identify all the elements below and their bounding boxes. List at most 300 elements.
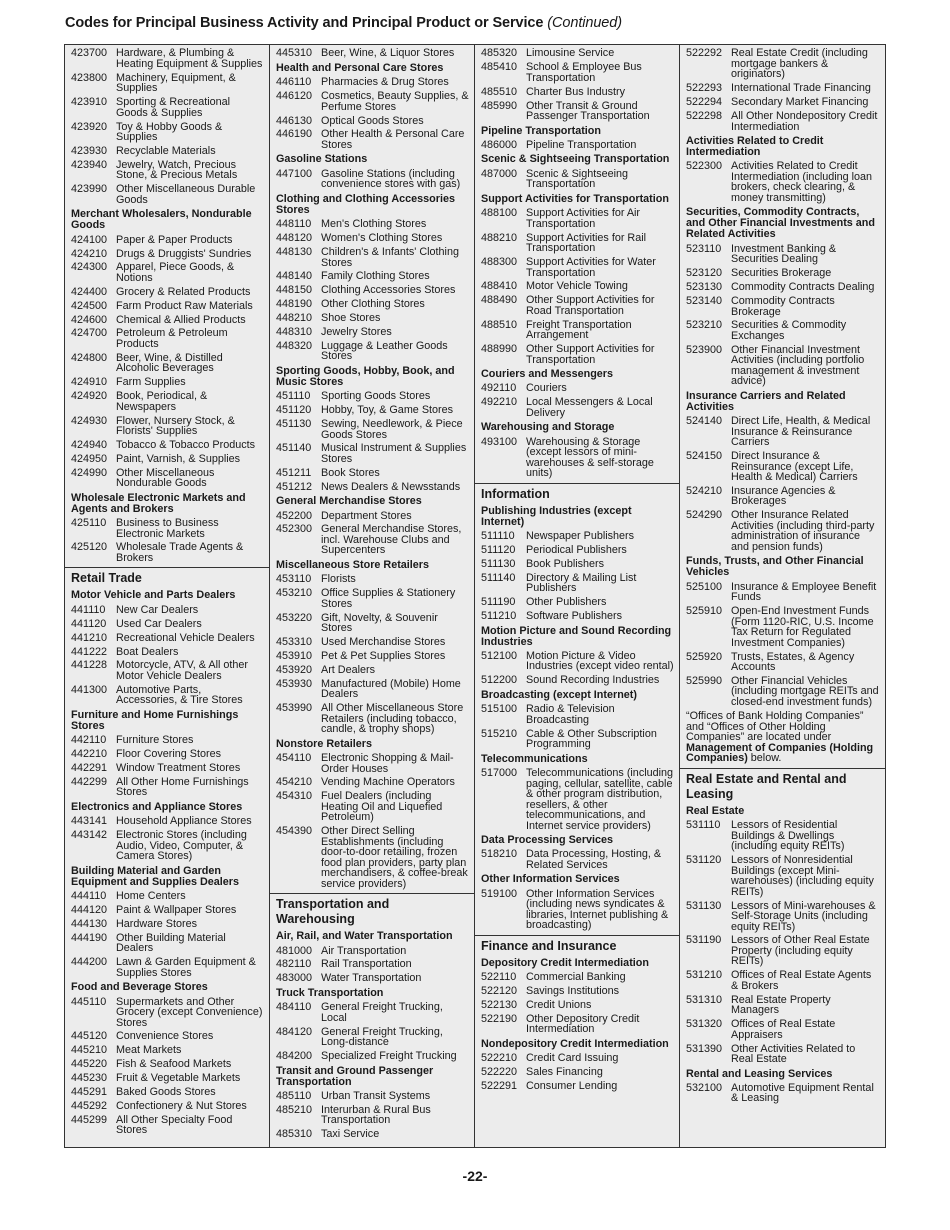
activity-description: General Merchandise Stores, incl. Warehouse Clubs and Supercenters bbox=[321, 523, 462, 557]
activity-code: 423920 bbox=[71, 120, 108, 133]
code-row bbox=[71, 376, 264, 390]
activity-code: 442110 bbox=[71, 734, 107, 747]
activity-code: 441210 bbox=[71, 631, 108, 644]
activity-code: 525990 bbox=[686, 674, 723, 687]
section bbox=[270, 893, 474, 1142]
subsection-heading: Motion Picture and Sound Recording Industries bbox=[481, 624, 672, 648]
activity-code: 522298 bbox=[686, 110, 723, 123]
column-4 bbox=[680, 45, 885, 1147]
code-row bbox=[71, 645, 264, 659]
activity-code: 523140 bbox=[686, 295, 723, 308]
section bbox=[475, 47, 679, 481]
activity-code: 522294 bbox=[686, 96, 723, 109]
code-row bbox=[71, 917, 264, 931]
code-row bbox=[276, 587, 469, 611]
activity-description: Pharmacies & Drug Stores bbox=[321, 76, 449, 89]
activity-code: 445120 bbox=[71, 1030, 108, 1043]
code-row bbox=[276, 298, 469, 312]
activity-description: News Dealers & Newsstands bbox=[321, 480, 461, 493]
activity-description: Furniture Stores bbox=[116, 734, 194, 747]
code-row bbox=[686, 82, 880, 96]
code-row bbox=[481, 727, 674, 751]
activity-description: Water Transportation bbox=[321, 972, 422, 985]
activity-description: Recreational Vehicle Dealers bbox=[116, 631, 255, 644]
code-row bbox=[481, 294, 674, 318]
subsection-heading: Food and Beverage Stores bbox=[71, 981, 208, 994]
activity-description: Luggage & Leather Goods Stores bbox=[321, 339, 448, 363]
activity-description: Telecommunications (including paging, cellular, satellite, cable & other program distribution, resellers, & other telecommunications, and Internet service providers) bbox=[526, 767, 674, 832]
activity-description: Insurance & Employee Benefit Funds bbox=[731, 580, 877, 604]
activity-description: Florists bbox=[321, 573, 356, 586]
subsection-heading: Wholesale Electronic Markets and Agents and Brokers bbox=[71, 491, 246, 515]
activity-description: Investment Banking & Securities Dealing bbox=[731, 242, 837, 266]
subsection-heading: Depository Credit Intermediation bbox=[481, 956, 649, 969]
activity-code: 423940 bbox=[71, 158, 108, 171]
subsection-heading: Other Information Services bbox=[481, 873, 620, 886]
activity-description: Automotive Parts, Accessories, & Tire Stores bbox=[116, 683, 243, 707]
activity-code: 515100 bbox=[481, 703, 518, 716]
code-row bbox=[71, 1058, 264, 1072]
activity-code: 488490 bbox=[481, 294, 518, 307]
subsection-heading: Nonstore Retailers bbox=[276, 737, 373, 750]
activity-description: Support Activities for Rail Transportation bbox=[526, 231, 647, 255]
activity-code: 532100 bbox=[686, 1081, 723, 1094]
section-title: Retail Trade bbox=[71, 571, 142, 586]
activity-description: Savings Institutions bbox=[526, 985, 620, 998]
activity-code: 531190 bbox=[686, 934, 722, 947]
section bbox=[270, 47, 474, 891]
code-row bbox=[276, 480, 469, 494]
activity-code: 484110 bbox=[276, 1001, 312, 1014]
activity-description: Farm Product Raw Materials bbox=[116, 299, 253, 312]
code-row bbox=[276, 466, 469, 480]
activity-description: Flower, Nursery Stock, & Florists' Supplies bbox=[116, 414, 235, 438]
section bbox=[475, 935, 679, 1094]
subsection-heading: Couriers and Messengers bbox=[481, 368, 614, 381]
activity-description: Other Direct Selling Establishments (including door-to-door retailing, frozen food plan providers, party plan merchandisers, & coffee-break service providers) bbox=[321, 825, 468, 890]
activity-code: 524290 bbox=[686, 509, 723, 522]
subsection-heading: Pipeline Transportation bbox=[481, 124, 601, 137]
activity-code: 511210 bbox=[481, 610, 517, 623]
code-row bbox=[276, 573, 469, 587]
activity-code: 523900 bbox=[686, 343, 723, 356]
code-row bbox=[686, 580, 880, 604]
activity-description: Other Transit & Ground Passenger Transportation bbox=[526, 99, 650, 123]
activity-description: General Freight Trucking, Long-distance bbox=[321, 1025, 443, 1049]
activity-code: 453110 bbox=[276, 573, 312, 586]
activity-description: Sewing, Needlework, & Piece Goods Stores bbox=[321, 418, 463, 441]
code-row bbox=[686, 819, 880, 854]
page-title-text: Codes for Principal Business Activity and Principal Product or Service bbox=[65, 15, 544, 31]
code-row bbox=[481, 207, 674, 231]
column-2 bbox=[270, 45, 475, 1147]
activity-code: 481000 bbox=[276, 944, 313, 957]
activity-code: 446190 bbox=[276, 128, 313, 141]
activity-description: Couriers bbox=[526, 382, 567, 395]
activity-description: Taxi Service bbox=[321, 1128, 380, 1141]
code-row bbox=[71, 1113, 264, 1137]
activity-description: Other Clothing Stores bbox=[321, 298, 425, 311]
activity-description: Baked Goods Stores bbox=[116, 1085, 216, 1098]
activity-code: 444130 bbox=[71, 917, 108, 930]
code-row bbox=[686, 96, 880, 110]
code-row bbox=[71, 995, 264, 1030]
activity-description: Directory & Mailing List Publishers bbox=[526, 571, 637, 595]
activity-description: Scenic & Sightseeing Transportation bbox=[526, 167, 629, 191]
activity-description: Hardware, & Plumbing & Heating Equipment & Supplies bbox=[116, 47, 263, 70]
activity-code: 423800 bbox=[71, 71, 108, 84]
code-row bbox=[276, 218, 469, 232]
subsection-heading: Scenic & Sightseeing Transportation bbox=[481, 153, 670, 166]
activity-code: 454110 bbox=[276, 752, 312, 764]
code-row bbox=[71, 815, 264, 829]
code-row bbox=[71, 158, 264, 182]
activity-description: Direct Insurance & Reinsurance (except Life, Health & Medical) Carriers bbox=[731, 450, 858, 484]
code-row bbox=[71, 71, 264, 95]
activity-description: Grocery & Related Products bbox=[116, 285, 251, 298]
activity-description: Real Estate Credit (including mortgage bankers & originators) bbox=[731, 47, 868, 81]
activity-description: Offices of Real Estate Agents & Brokers bbox=[731, 969, 872, 992]
activity-description: Book, Periodical, & Newspapers bbox=[116, 390, 208, 413]
activity-description: Drugs & Druggists' Sundries bbox=[116, 247, 252, 260]
activity-description: Support Activities for Air Transportation bbox=[526, 207, 641, 230]
activity-code: 451130 bbox=[276, 418, 312, 431]
activity-code: 515210 bbox=[481, 727, 518, 740]
activity-code: 522291 bbox=[481, 1080, 518, 1093]
subsection-heading: Rental and Leasing Services bbox=[686, 1067, 833, 1080]
code-row bbox=[686, 242, 880, 266]
code-row bbox=[481, 1052, 674, 1066]
activity-description: Floor Covering Stores bbox=[116, 748, 222, 761]
activity-code: 424940 bbox=[71, 438, 108, 451]
activity-description: Sporting Goods Stores bbox=[321, 390, 431, 403]
code-row bbox=[71, 904, 264, 918]
activity-code: 443142 bbox=[71, 829, 108, 842]
activity-code: 445230 bbox=[71, 1072, 108, 1085]
page-title bbox=[65, 15, 622, 31]
code-row bbox=[276, 232, 469, 246]
activity-description: Home Centers bbox=[116, 890, 186, 903]
code-row bbox=[276, 1090, 469, 1104]
code-row bbox=[276, 246, 469, 270]
section bbox=[475, 483, 679, 933]
activity-code: 453910 bbox=[276, 649, 313, 662]
activity-description: Meat Markets bbox=[116, 1044, 182, 1057]
subsection-heading: Health and Personal Care Stores bbox=[276, 61, 444, 74]
activity-description: Boat Dealers bbox=[116, 645, 179, 658]
activity-code: 522210 bbox=[481, 1052, 518, 1065]
activity-code: 511140 bbox=[481, 571, 516, 584]
activity-description: Fuel Dealers (including Heating Oil and Liquefied Petroleum) bbox=[321, 790, 443, 824]
code-row bbox=[686, 934, 880, 969]
code-row bbox=[481, 382, 674, 396]
code-row bbox=[686, 295, 880, 319]
activity-description: Clothing Accessories Stores bbox=[321, 284, 456, 297]
activity-description: Cosmetics, Beauty Supplies, & Perfume Stores bbox=[321, 90, 469, 113]
activity-description: Paint, Varnish, & Supplies bbox=[116, 452, 241, 465]
activity-description: Other Miscellaneous Durable Goods bbox=[116, 183, 256, 206]
code-row bbox=[276, 390, 469, 404]
activity-description: Other Information Services (including news syndicates & libraries, Internet publishing & broadcasting) bbox=[526, 887, 669, 932]
activity-code: 525910 bbox=[686, 605, 723, 618]
code-row bbox=[276, 442, 469, 466]
code-row bbox=[481, 1013, 674, 1037]
activity-code: 448130 bbox=[276, 246, 313, 259]
activity-description: Lawn & Garden Equipment & Supplies Stores bbox=[116, 956, 256, 979]
code-row bbox=[276, 312, 469, 326]
code-row bbox=[276, 677, 469, 701]
activity-description: Family Clothing Stores bbox=[321, 270, 430, 283]
code-row bbox=[481, 650, 674, 674]
activity-code: 488300 bbox=[481, 256, 518, 269]
activity-code: 525100 bbox=[686, 580, 723, 593]
activity-code: 485110 bbox=[276, 1089, 312, 1102]
code-row bbox=[276, 76, 469, 90]
code-row bbox=[686, 485, 880, 509]
code-row bbox=[686, 319, 880, 343]
subsection-heading: General Merchandise Stores bbox=[276, 495, 422, 508]
activity-description: Other Miscellaneous Nondurable Goods bbox=[116, 466, 215, 490]
code-row bbox=[686, 993, 880, 1017]
activity-code: 525920 bbox=[686, 650, 723, 663]
activity-code: 492210 bbox=[481, 396, 518, 409]
code-row bbox=[276, 611, 469, 635]
activity-description: Motorcycle, ATV, & All other Motor Vehicle Dealers bbox=[116, 659, 249, 682]
activity-description: Limousine Service bbox=[526, 47, 615, 60]
code-row bbox=[481, 61, 674, 85]
subsection-heading: Broadcasting (except Internet) bbox=[481, 688, 637, 701]
activity-description: Business to Business Electronic Markets bbox=[116, 517, 219, 540]
code-row bbox=[71, 541, 264, 565]
activity-description: New Car Dealers bbox=[116, 603, 199, 616]
code-row bbox=[276, 776, 469, 790]
section-title: Information bbox=[481, 486, 550, 501]
activity-description: Consumer Lending bbox=[526, 1080, 618, 1093]
activity-code: 425110 bbox=[71, 517, 107, 530]
activity-code: 423990 bbox=[71, 183, 108, 196]
activity-code: 424600 bbox=[71, 313, 108, 326]
subsection-heading: Telecommunications bbox=[481, 752, 588, 765]
activity-description: Optical Goods Stores bbox=[321, 114, 424, 127]
code-row bbox=[276, 790, 469, 825]
activity-code: 512100 bbox=[481, 649, 518, 662]
code-row bbox=[276, 167, 469, 191]
activity-description: All Other Home Furnishings Stores bbox=[116, 775, 249, 799]
code-row bbox=[276, 128, 469, 152]
code-row bbox=[276, 972, 469, 986]
activity-code: 531390 bbox=[686, 1042, 723, 1055]
activity-code: 441120 bbox=[71, 617, 107, 630]
activity-code: 511120 bbox=[481, 544, 516, 557]
activity-code: 424500 bbox=[71, 299, 108, 312]
activity-code: 448140 bbox=[276, 270, 313, 283]
activity-description: Other Publishers bbox=[526, 596, 607, 609]
section-title: Transportation and Warehousing bbox=[276, 897, 390, 927]
activity-description: Electronic Stores (including Audio, Video, Computer, & Camera Stores) bbox=[116, 829, 247, 863]
activity-description: School & Employee Bus Transportation bbox=[526, 61, 642, 84]
activity-code: 523110 bbox=[686, 242, 722, 255]
code-row bbox=[71, 659, 264, 683]
activity-description: Local Messengers & Local Delivery bbox=[526, 396, 653, 419]
code-row bbox=[71, 299, 264, 313]
continued-label: (Continued) bbox=[547, 15, 622, 31]
code-row bbox=[481, 999, 674, 1013]
activity-description: Support Activities for Water Transportation bbox=[526, 256, 656, 279]
subsection-heading: Publishing Industries (except Internet) bbox=[481, 504, 632, 528]
activity-code: 482110 bbox=[276, 958, 312, 971]
activity-code: 518210 bbox=[481, 848, 518, 861]
code-row bbox=[276, 958, 469, 972]
activity-description: Petroleum & Petroleum Products bbox=[116, 327, 228, 350]
code-row bbox=[481, 674, 674, 688]
activity-code: 452200 bbox=[276, 509, 313, 522]
activity-code: 454210 bbox=[276, 776, 313, 789]
activity-code: 488410 bbox=[481, 280, 518, 293]
activity-description: Convenience Stores bbox=[116, 1030, 214, 1043]
code-row bbox=[481, 396, 674, 420]
activity-code: 531110 bbox=[686, 819, 721, 832]
code-row bbox=[71, 1044, 264, 1058]
activity-code: 445292 bbox=[71, 1099, 108, 1112]
code-row bbox=[276, 90, 469, 114]
code-row bbox=[71, 47, 264, 71]
activity-description: Interurban & Rural Bus Transportation bbox=[321, 1103, 431, 1127]
activity-description: Toy & Hobby Goods & Supplies bbox=[116, 120, 223, 144]
code-row bbox=[71, 931, 264, 955]
activity-code: 424930 bbox=[71, 414, 108, 427]
activity-code: 448210 bbox=[276, 312, 313, 325]
activity-description: Rail Transportation bbox=[321, 958, 412, 971]
column-1 bbox=[65, 45, 270, 1147]
activity-description: Other Financial Investment Activities (including portfolio management & investment advice) bbox=[731, 343, 865, 388]
activity-description: Lessors of Residential Buildings & Dwellings (including equity REITs) bbox=[731, 819, 845, 853]
activity-code: 488210 bbox=[481, 231, 518, 244]
activity-code: 424100 bbox=[71, 233, 108, 246]
note-tail: below. bbox=[750, 752, 782, 765]
activity-description: Automotive Equipment Rental & Leasing bbox=[731, 1081, 874, 1105]
code-row bbox=[481, 544, 674, 558]
page-number: -22- bbox=[462, 1168, 488, 1184]
code-row bbox=[71, 1030, 264, 1044]
activity-code: 454390 bbox=[276, 825, 313, 838]
activity-code: 451140 bbox=[276, 442, 312, 455]
activity-code: 445299 bbox=[71, 1113, 108, 1126]
code-row bbox=[481, 139, 674, 153]
activity-code: 444200 bbox=[71, 956, 108, 969]
code-row bbox=[481, 971, 674, 985]
section bbox=[65, 567, 269, 1137]
activity-description: Sales Financing bbox=[526, 1066, 603, 1079]
activity-code: 453220 bbox=[276, 611, 313, 624]
activity-code: 487000 bbox=[481, 167, 518, 180]
code-row bbox=[276, 114, 469, 128]
code-row bbox=[686, 110, 880, 134]
holding-companies-note bbox=[686, 709, 880, 766]
subsection-heading: Transit and Ground Passenger Transportation bbox=[276, 1064, 434, 1088]
activity-description: Sporting & Recreational Goods & Supplies bbox=[116, 96, 231, 119]
code-row bbox=[481, 99, 674, 123]
code-row bbox=[481, 571, 674, 595]
code-row bbox=[276, 663, 469, 677]
code-row bbox=[276, 650, 469, 664]
code-row bbox=[481, 703, 674, 727]
activity-description: Hardware Stores bbox=[116, 917, 198, 930]
activity-code: 445220 bbox=[71, 1058, 108, 1071]
code-row bbox=[71, 285, 264, 299]
activity-description: Other Financial Vehicles (including mortgage REITs and closed-end investment funds) bbox=[731, 674, 879, 708]
activity-code: 485320 bbox=[481, 47, 518, 60]
activity-description: Motor Vehicle Towing bbox=[526, 280, 628, 293]
code-row bbox=[71, 414, 264, 438]
activity-description: Urban Transit Systems bbox=[321, 1089, 431, 1102]
activity-code: 441110 bbox=[71, 603, 106, 616]
activity-description: Tobacco & Tobacco Products bbox=[116, 438, 256, 451]
code-row bbox=[71, 890, 264, 904]
activity-description: Fruit & Vegetable Markets bbox=[116, 1072, 241, 1085]
activity-description: Other Insurance Related Activities (including third-party administration of insurance and pension funds) bbox=[731, 509, 875, 553]
activity-code: 424400 bbox=[71, 285, 108, 298]
activity-description: Department Stores bbox=[321, 509, 412, 522]
activity-description: All Other Miscellaneous Store Retailers (including tobacco, candle, & trophy shops) bbox=[321, 702, 464, 736]
activity-code: 523210 bbox=[686, 319, 723, 332]
subsection-heading: Warehousing and Storage bbox=[481, 421, 615, 434]
activity-description: Paper & Paper Products bbox=[116, 233, 233, 246]
code-row bbox=[276, 326, 469, 340]
activity-code: 441228 bbox=[71, 659, 108, 672]
activity-code: 488100 bbox=[481, 207, 518, 220]
subsection-heading: Building Material and Garden Equipment and Supplies Dealers bbox=[71, 864, 239, 888]
activity-code: 523130 bbox=[686, 281, 723, 294]
code-row bbox=[481, 558, 674, 572]
activity-description: Software Publishers bbox=[526, 610, 623, 623]
activity-description: Sound Recording Industries bbox=[526, 674, 660, 687]
code-row bbox=[71, 183, 264, 207]
activity-code: 511130 bbox=[481, 557, 516, 570]
activity-code: 488510 bbox=[481, 318, 518, 331]
code-row bbox=[481, 1080, 674, 1094]
activity-code: 448310 bbox=[276, 325, 313, 338]
activity-description: Periodical Publishers bbox=[526, 544, 627, 557]
code-row bbox=[276, 1103, 469, 1127]
activity-code: 522300 bbox=[686, 160, 723, 173]
activity-code: 485510 bbox=[481, 85, 518, 98]
activity-description: Commodity Contracts Brokerage bbox=[731, 295, 835, 318]
code-row bbox=[686, 267, 880, 281]
code-row bbox=[276, 825, 469, 891]
code-row bbox=[481, 85, 674, 99]
code-row bbox=[71, 631, 264, 645]
code-row bbox=[276, 270, 469, 284]
code-row bbox=[686, 343, 880, 388]
subsection-heading: Real Estate bbox=[686, 804, 745, 817]
activity-code: 443141 bbox=[71, 815, 108, 828]
code-row bbox=[71, 233, 264, 247]
activity-code: 523120 bbox=[686, 267, 723, 280]
activity-code: 442291 bbox=[71, 762, 108, 774]
activity-description: Trusts, Estates, & Agency Accounts bbox=[731, 650, 855, 674]
activity-description: Pet & Pet Supplies Stores bbox=[321, 649, 446, 662]
activity-code: 424800 bbox=[71, 351, 108, 364]
code-row bbox=[276, 1128, 469, 1142]
activity-code: 448110 bbox=[276, 218, 312, 231]
code-row bbox=[481, 530, 674, 544]
code-row bbox=[686, 1042, 880, 1066]
code-row bbox=[481, 1066, 674, 1080]
activity-description: Hobby, Toy, & Game Stores bbox=[321, 404, 454, 417]
activity-code: 448190 bbox=[276, 298, 313, 311]
subsection-heading: Funds, Trusts, and Other Financial Vehicles bbox=[686, 555, 864, 579]
activity-description: Other Support Activities for Transportation bbox=[526, 343, 655, 366]
